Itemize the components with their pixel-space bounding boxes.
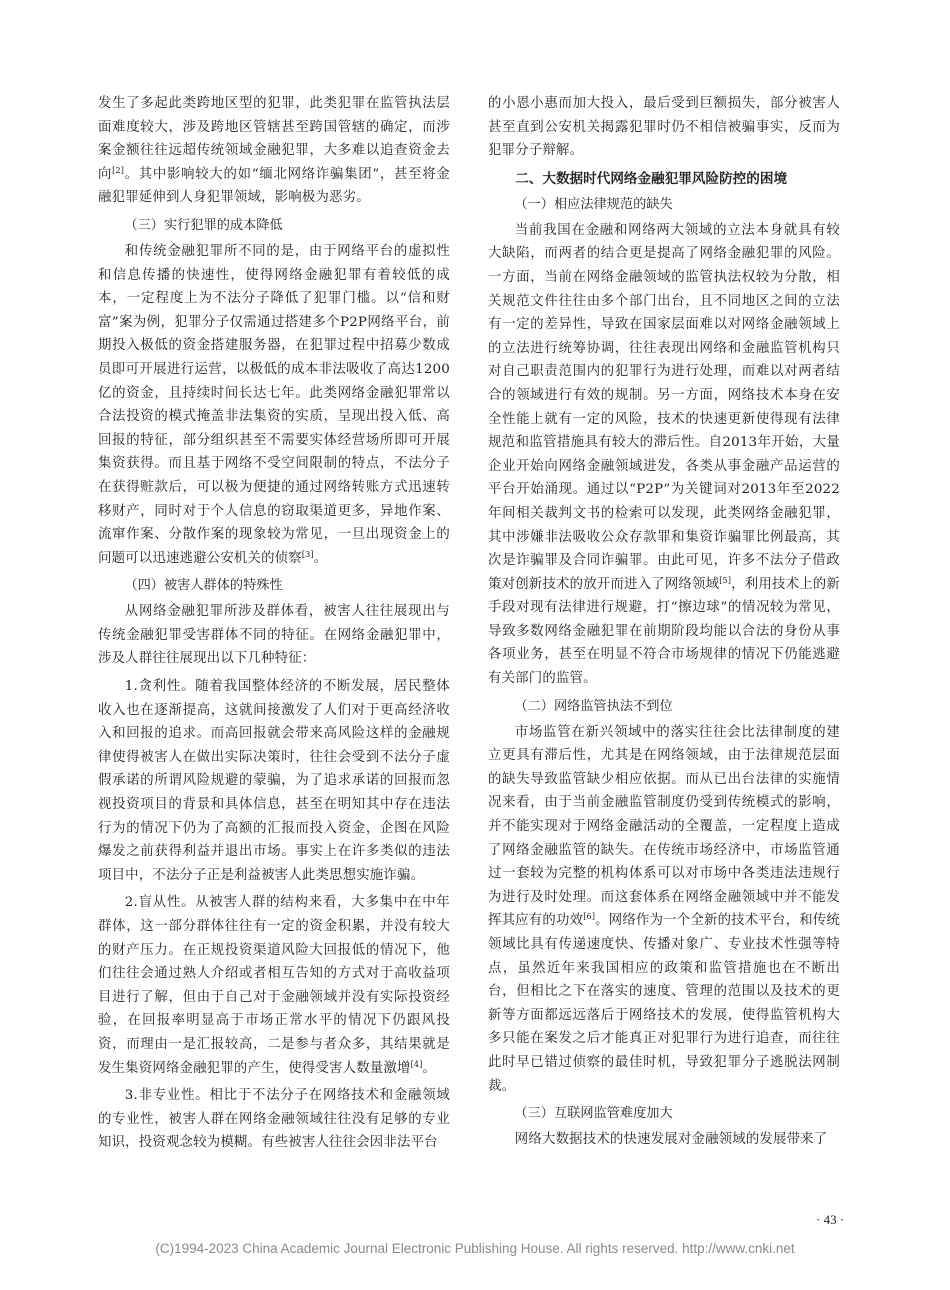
- paragraph: 当前我国在金融和网络两大领域的立法本身就具有较大缺陷，而两者的结合更是提高了网络金融犯罪的风险。一方面，当前在网络金融领域的监管执法权较为分散，相关规范文件往往由多个部门出台，且不同地区之间的立法有一定的差异性，导致在国家层面难以对网络金融领域上的立法进行统筹协调，往往表现出网络和金融监管机构只对自己职责范围内的犯罪行为进行处理，而难以对两者结合的领域进行有效的规制。另一方面，网络技术本身在安全性能上就有一定的风险，技术的快速更新使得现有法律规范和监管措施具有较大的滞后性。自2013年开始，大量企业开始向网络金融领域进发，各类从事金融产品运营的平台开始涌现。通过以“P2P”为关键词对2013年至2022年间相关裁判文书的检索可以发现，此类网络金融犯罪，其中涉嫌非法吸收公众存款罪和集资诈骗罪比例最高，其次是诈骗罪及合同诈骗罪。由此可见，许多不法分子借政策对创新技术的放开而进入了网络领域[5]，利用技术上的新手段对现有法律进行规避，打“擦边球”的情况较为常见，导致多数网络金融犯罪在前期阶段均能以合法的身份从事各项业务，甚至在明显不符合市场规律的情况下仍能逃避有关部门的监管。: [488, 222, 840, 687]
- paragraph: 1.贪利性。随着我国整体经济的不断发展，居民整体收入也在逐渐提高，这就间接激发了人们对于更高经济收入和回报的追求。而高回报就会带来高风险这样的金融规律使得被害人在做出实际决策时，往往会受到不法分子虚假承诺的所谓风险规避的蒙骗，为了追求承诺的回报而忽视投资项目的背景和具体信息，甚至在明知其中存在违法行为的情况下仍为了高额的汇报而投入资金，企图在风险爆发之前获得利益并退出市场。事实上在许多类似的违法项目中，不法分子正是利益被害人此类思想实施诈骗。: [98, 679, 450, 883]
- paragraph: 3.非专业性。相比于不法分子在网络技术和金融领域的专业性，被害人群在网络金融领域往往没有足够的专业知识，投资观念较为模糊。有些被害人往往会因非法平台: [98, 1088, 450, 1151]
- subsection-heading: （三）互联网监管难度加大: [514, 1106, 673, 1122]
- subsection-heading: （二）网络监管执法不到位: [514, 698, 673, 714]
- paragraph: 2.盲从性。从被害人群的结构来看，大多集中在中年群体，这一部分群体往往有一定的资金积累，并没有较大的财产压力。在正规投资渠道风险大回报低的情况下，他们往往会通过熟人介绍或者相互告知的方式对于高收益项目进行了解，但由于自己对于金融领域并没有实际投资经验，在回报率明显高于市场正常水平的情况下仍跟风投资，而理由一是汇报较高，二是参与者众多，其结果就是发生集资网络金融犯罪的产生，使得受害人数量激增[4]。: [98, 895, 450, 1076]
- subsection-heading: （四）被害人群体的特殊性: [124, 578, 283, 594]
- section-heading: 二、大数据时代网络金融犯罪风险防控的困境: [515, 170, 788, 187]
- citation-ref: [6]: [583, 912, 596, 922]
- paragraph: 和传统金融犯罪所不同的是，由于网络平台的虚拟性和信息传播的快速性，使得网络金融犯罪有着较低的成本，一定程度上为不法分子降低了犯罪门槛。以“信和财富”案为例，犯罪分子仅需通过搭建多个P2P网络平台，前期投入极低的资金搭建服务器，在犯罪过程中招募少数成员即可开展进行运营，以极低的成本非法吸收了高达1200亿的资金，且持续时间长达七年。此类网络金融犯罪常以合法投资的模式掩盖非法集资的实质，呈现出投入低、高回报的特征，部分组织甚至不需要实体经营场所即可开展集资获得。而且基于网络不受空间限制的特点，不法分子在获得赃款后，可以极为便捷的通过网络转账方式迅速转移财产，同时对于个人信息的窃取渠道更多，异地作案、流窜作案、分散作案的现象较为常见，一旦出现资金上的问题可以迅速逃避公安机关的侦察[3]。: [98, 243, 450, 566]
- subsection-heading: （三）实行犯罪的成本降低: [124, 217, 283, 233]
- citation-ref: [5]: [719, 575, 732, 585]
- page-number: · 43 ·: [816, 1212, 845, 1227]
- paragraph: 从网络金融犯罪所涉及群体看，被害人往往展现出与传统金融犯罪受害群体不同的特征。在网络金融犯罪中，涉及人群往往展现出以下几种特征：: [98, 604, 450, 667]
- right-column: [488, 92, 840, 1156]
- paragraph: 网络大数据技术的快速发展对金融领域的发展带来了: [514, 1132, 828, 1148]
- paragraph: 发生了多起此类跨地区型的犯罪，此类犯罪在监管执法层面难度较大，涉及跨地区管辖甚至跨国管辖的确定，而涉案金额往往远超传统领域金融犯罪，大多难以追查资金去向[2]。其中影响较大的如“缅北网络诈骗集团”，甚至将金融犯罪延伸到人身犯罪领域，影响极为恶劣。: [98, 96, 451, 206]
- left-column: [98, 92, 450, 1159]
- citation-ref: [3]: [301, 549, 314, 559]
- citation-ref: [4]: [410, 1059, 423, 1069]
- paragraph: 市场监管在新兴领域中的落实往往会比法律制度的建立更具有滞后性，尤其是在网络领域，由于法律规范层面的缺失导致监管缺少相应依据。而从已出台法律的实施情况来看，由于当前金融监管制度仍受到传统模式的影响，并不能实现对于网络金融活动的全覆盖，一定程度上造成了网络金融监管的缺失。在传统市场经济中，市场监管通过一套较为完整的机构体系可以对市场中各类违法违规行为进行及时处理。而这套体系在网络金融领域中并不能发挥其应有的功效[6]。网络作为一个全新的技术平台，和传统领域比具有传递速度快、传播对象广、专业技术性强等特点，虽然近年来我国相应的政策和监管措施也在不断出台，但相比之下在落实的速度、管理的范围以及技术的更新等方面都远远落后于网络技术的发展，使得监管机构大多只能在案发之后才能真正对犯罪行为进行追查，而往往此时早已错过侦察的最佳时机，导致犯罪分子逃脱法网制裁。: [488, 724, 840, 1094]
- citation-ref: [2]: [112, 165, 125, 175]
- subsection-heading: （一）相应法律规范的缺失: [514, 196, 673, 212]
- copyright-footer: (C)1994-2023 China Academic Journal Electronic Publishing House. All rights reserved. http://www.cnki.net: [155, 1241, 795, 1256]
- paragraph: 的小恩小惠而加大投入，最后受到巨额损失，部分被害人甚至直到公安机关揭露犯罪时仍不相信被骗事实，反而为犯罪分子辩解。: [488, 96, 840, 159]
